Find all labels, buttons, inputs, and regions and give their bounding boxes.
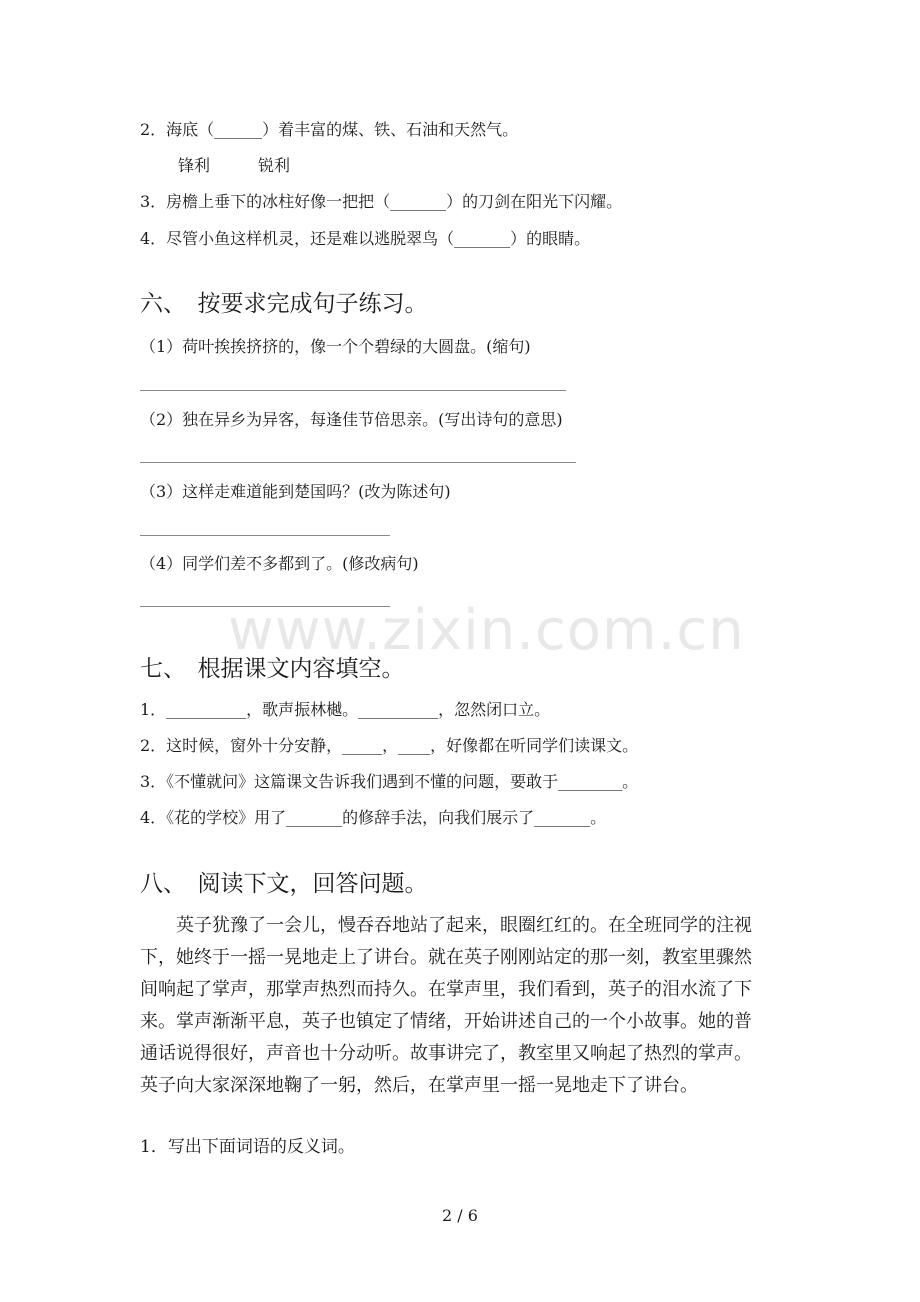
section6-item-3: （3）这样走难道能到楚国吗？(改为陈述句): [140, 482, 451, 501]
answer-line-3: [140, 535, 390, 536]
section7-heading: 七、 根据课文内容填空。: [140, 656, 405, 682]
watermark: www.zixin.com.cn: [228, 598, 745, 663]
section5-q2: 2．海底（______）着丰富的煤、铁、石油和天然气。: [140, 120, 519, 139]
passage-line-5: 通话说得很好，声音也十分动听。故事讲完了，教室里又响起了热烈的掌声。: [140, 1043, 752, 1064]
passage-line-1: 英子犹豫了一会儿，慢吞吞地站了起来，眼圈红红的。在全班同学的注视: [140, 915, 752, 936]
section6-item-4: （4）同学们差不多都到了。(修改病句): [140, 554, 419, 573]
section8-heading: 八、 阅读下文，回答问题。: [140, 871, 428, 897]
section7-item-4: 4．《花的学校》用了_______的修辞手法，向我们展示了_______。: [140, 808, 607, 827]
reading-passage: [140, 910, 780, 1102]
section6-heading: 六、 按要求完成句子练习。: [140, 291, 428, 317]
passage-line-3: 间响起了掌声，那掌声热烈而持久。在掌声里，我们看到，英子的泪水流了下: [140, 979, 752, 1000]
passage-line-4: 来。掌声渐渐平息，英子也镇定了情绪，开始讲述自己的一个小故事。她的普: [140, 1011, 752, 1032]
section6-item-2: （2）独在异乡为异客，每逢佳节倍思亲。(写出诗句的意思): [140, 410, 563, 429]
passage-line-2: 下，她终于一摇一晃地走上了讲台。就在英子刚刚站定的那一刻，教室里骤然: [140, 947, 752, 968]
answer-line-1: [140, 390, 566, 391]
section5-q4: 4．尽管小鱼这样机灵，还是难以逃脱翠鸟（_______）的眼睛。: [140, 229, 591, 248]
passage-line-6: 英子向大家深深地鞠了一躬，然后，在掌声里一摇一晃地走下了讲台。: [140, 1075, 698, 1096]
section8-q1: 1．写出下面词语的反义词。: [140, 1137, 355, 1157]
answer-line-2: [140, 462, 576, 463]
section5-q3: 3．房檐上垂下的冰柱好像一把把（_______）的刀剑在阳光下闪耀。: [140, 192, 623, 211]
page-number: 2 / 6: [442, 1206, 478, 1225]
section6-item-1: （1）荷叶挨挨挤挤的，像一个个碧绿的大圆盘。(缩句): [140, 337, 531, 356]
word-options: 锋利 锐利: [178, 156, 291, 175]
section7-item-1: 1．__________，歌声振林樾。__________，忽然闭口立。: [140, 700, 551, 719]
section7-item-2: 2．这时候，窗外十分安静，_____，____，好像都在听同学们读课文。: [140, 736, 639, 755]
section7-item-3: 3．《不懂就问》这篇课文告诉我们遇到不懂的问题，要敢于________。: [140, 772, 639, 791]
